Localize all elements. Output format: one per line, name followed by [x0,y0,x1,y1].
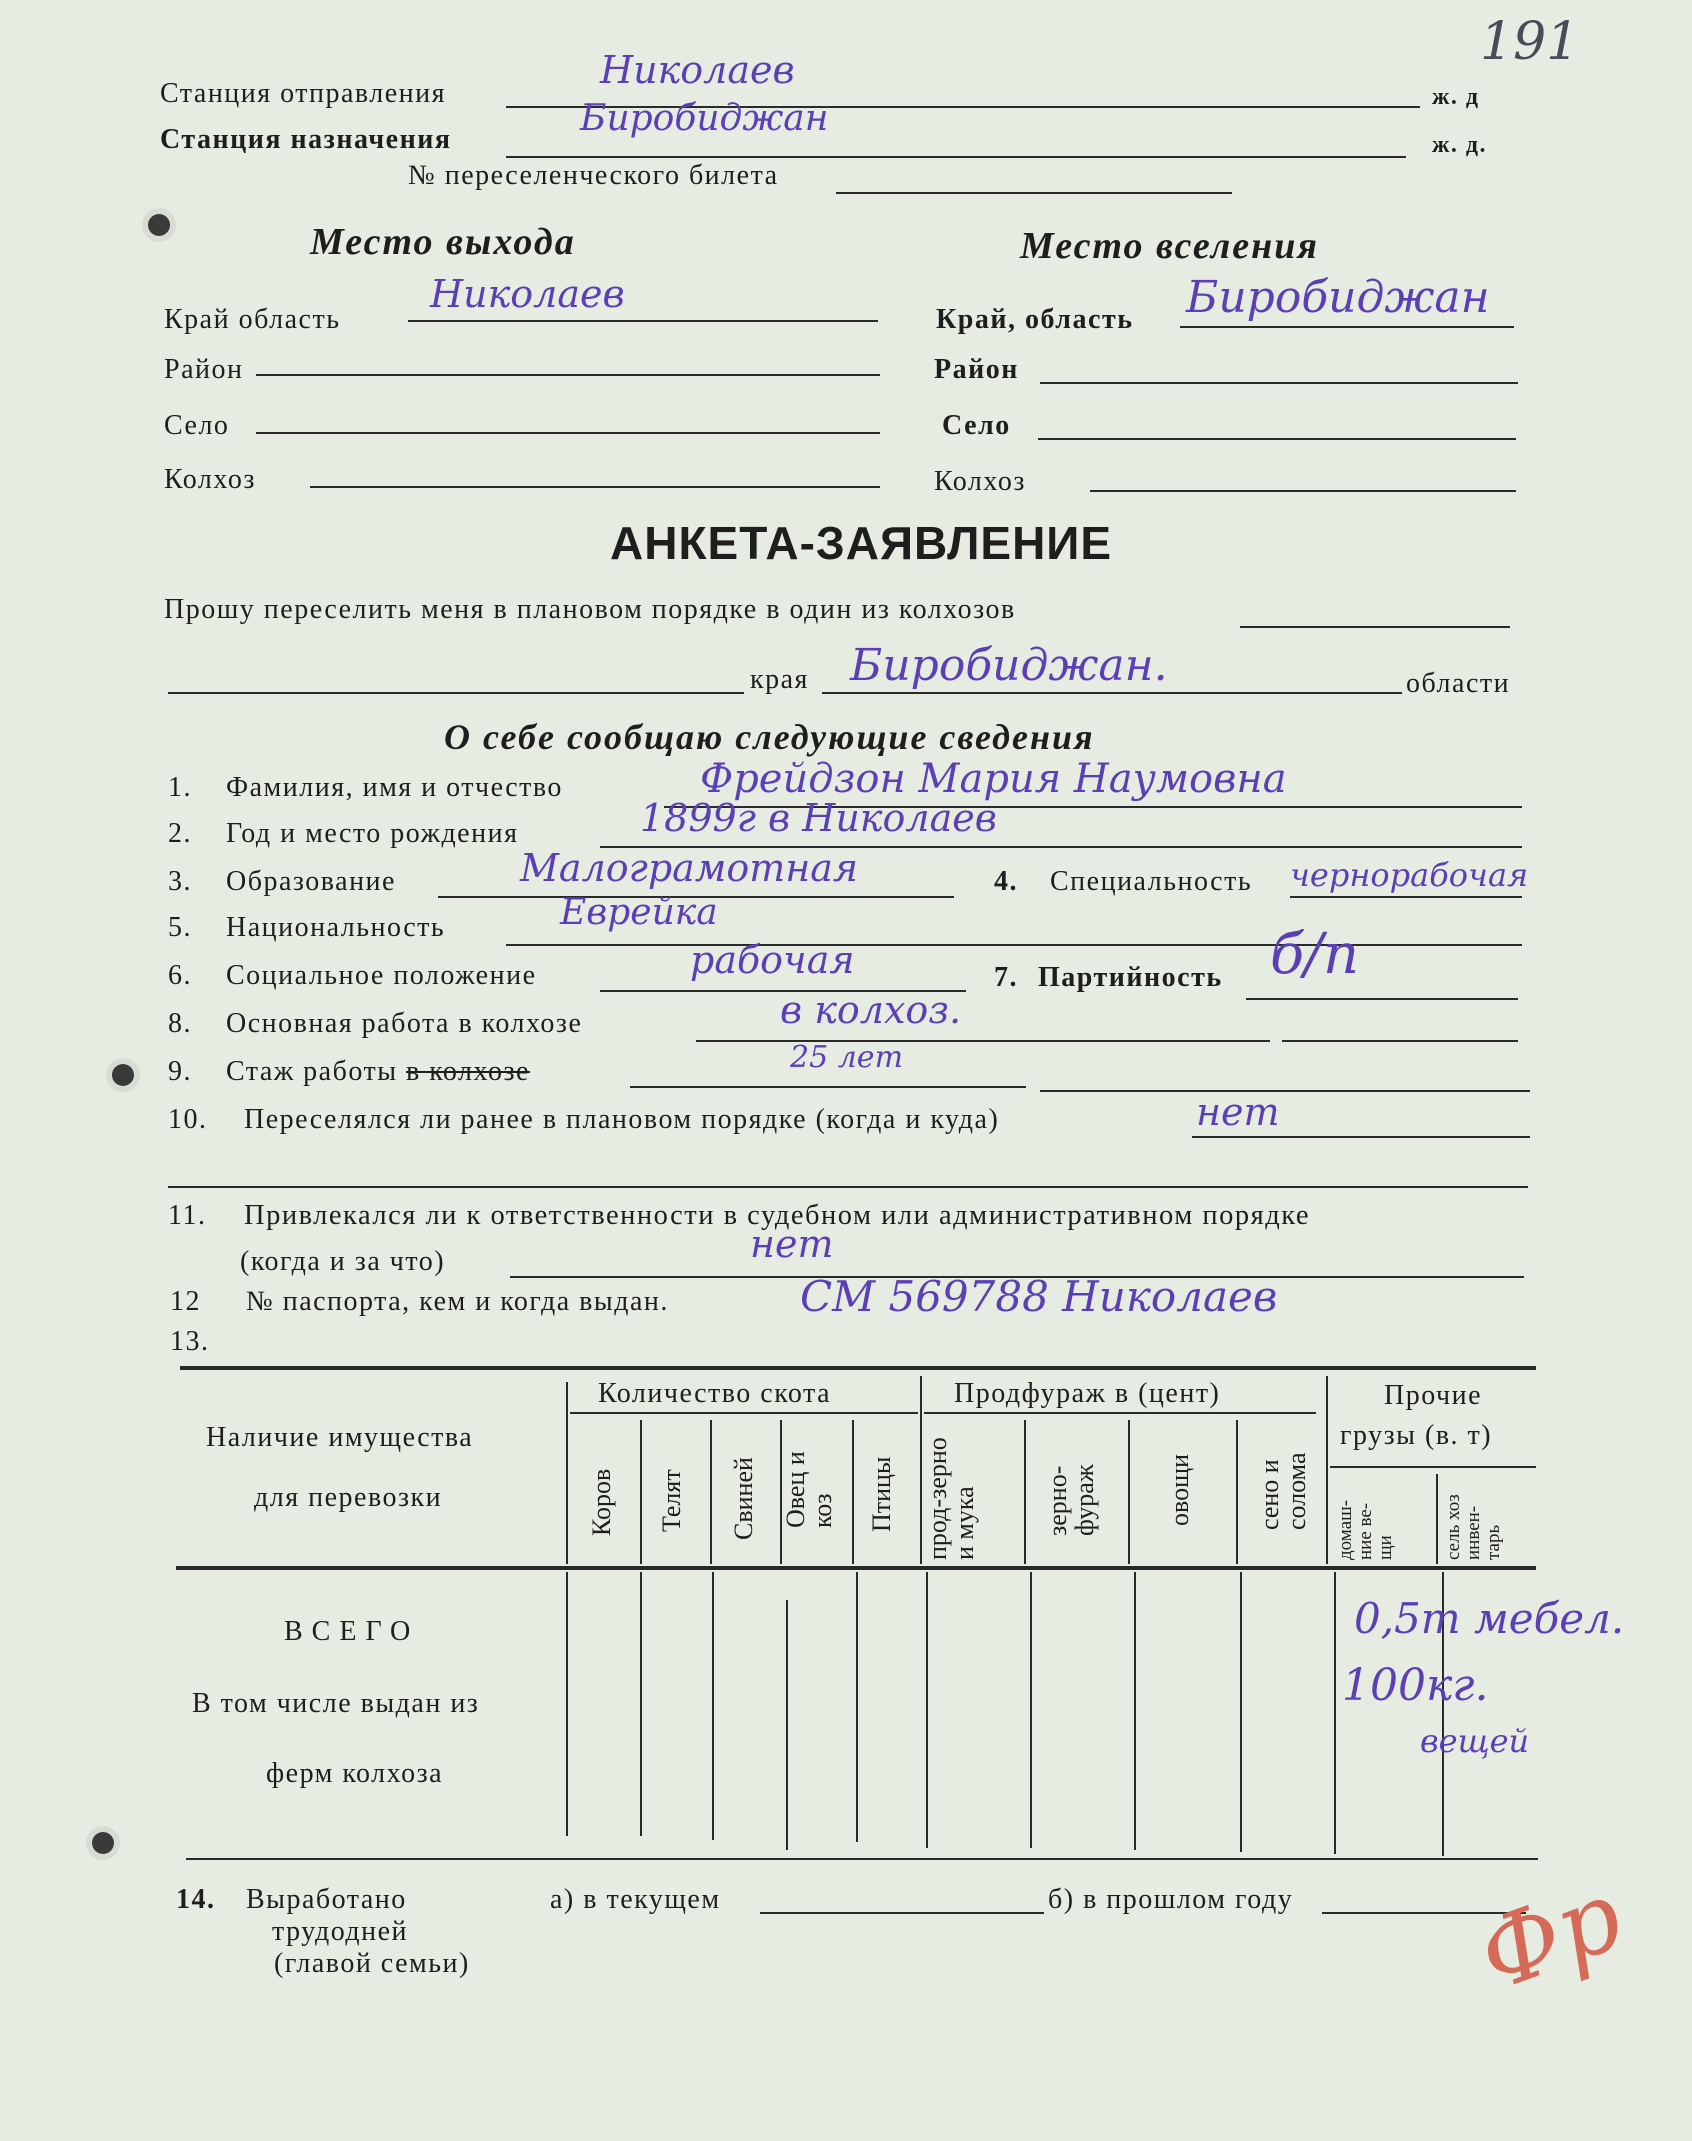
column-divider [852,1420,854,1564]
column-divider [786,1600,788,1850]
nationality-label: Национальность [226,912,446,943]
table-bottom-border [186,1858,1538,1860]
experience-label-struck: в колхозе [406,1056,530,1087]
item-number: 2. [168,818,192,849]
section-heading: О себе сообщаю следующие сведения [444,717,1095,757]
destination-line [506,156,1406,158]
request-krai-value: Биробиджан. [850,640,1168,691]
column-divider [640,1572,642,1836]
column-divider [640,1420,642,1564]
total-label: ВСЕГО [284,1616,420,1647]
workdays-current-label: а) в текущем [550,1884,721,1915]
item-number: 4. [994,866,1018,897]
birth-value: 1899г в Николаев [640,796,997,840]
column-divider [712,1572,714,1840]
settlement-village-line [1038,438,1516,440]
request-krai-label: края [750,664,809,695]
column-divider [1128,1420,1130,1564]
item-number: 13. [170,1326,210,1357]
passport-label: № паспорта, кем и когда выдан. [246,1286,669,1317]
column-divider [1334,1572,1336,1854]
education-label: Образование [226,866,396,897]
resettled-value: нет [1196,1090,1280,1134]
departure-suffix: ж. д [1432,84,1480,110]
column-divider [1134,1572,1136,1850]
item-number: 12 [170,1286,201,1317]
origin-region-value: Николаев [430,272,625,316]
specialty-value: чернорабочая [1290,856,1529,894]
main-work-line [696,1040,1270,1042]
col-vegetables: овощи [1165,1453,1194,1526]
settlement-heading: Место вселения [1020,225,1319,267]
item-number: 6. [168,960,192,991]
col-grain-flour: прод-зерно и мука [923,1437,980,1560]
request-text: Прошу переселить меня в плановом порядке в один из колхозов [164,594,1016,625]
resettled-label: Переселялся ли ранее в плановом порядке (когда и куда) [244,1104,1000,1135]
liability-label: Привлекался ли к ответственности в судебном или административном порядке [244,1200,1311,1231]
origin-village-line [256,432,880,434]
col-hay-straw: сено и солома [1255,1452,1312,1530]
incl-label: В том числе выдан из [192,1688,480,1719]
liability-label-b: (когда и за что) [240,1246,446,1277]
nationality-line [506,944,1522,946]
origin-region-label: Край область [164,304,341,335]
specialty-line [1290,896,1522,898]
origin-region-line [408,320,878,322]
departure-value: Николаев [600,48,795,92]
column-divider [1030,1572,1032,1848]
group-livestock: Количество скота [598,1378,832,1409]
col-pigs: Свиней [729,1457,758,1540]
col-poultry: Птицы [867,1456,896,1532]
workdays-label-a: Выработано [246,1884,407,1915]
request-line-2 [168,692,744,694]
ticket-label: № переселенческого билета [408,160,779,191]
col-cows: Коров [587,1468,616,1536]
column-divider [920,1376,922,1564]
departure-label: Станция отправления [160,78,447,109]
row-header-a: Наличие имущества [206,1422,474,1453]
origin-kolkhoz-line [310,486,880,488]
form-title: АНКЕТА-ЗАЯВЛЕНИЕ [610,517,1113,569]
group-underline [570,1412,918,1414]
party-value: б/п [1270,922,1360,987]
item-number: 9. [168,1056,192,1087]
column-divider [926,1572,928,1848]
full-name-value: Фрейдзон Мария Наумовна [700,756,1287,802]
column-divider [1240,1572,1242,1852]
full-name-label: Фамилия, имя и отчество [226,772,563,803]
col-grain-fodder: зерно-фураж [1043,1464,1100,1536]
nationality-value: Еврейка [560,892,718,933]
red-signature: Фр [1465,1859,1637,2013]
settlement-district-label: Район [934,354,1019,385]
destination-label: Станция назначения [160,124,452,155]
social-value: рабочая [690,938,855,982]
column-divider [710,1420,712,1564]
col-calves: Телят [657,1469,686,1532]
settlement-kolkhoz-label: Колхоз [934,466,1026,497]
destination-value: Биробиджан [580,98,829,139]
origin-district-label: Район [164,354,244,385]
specialty-label: Специальность [1050,866,1253,897]
workdays-current-line [760,1912,1044,1914]
origin-district-line [256,374,880,376]
origin-heading: Место выхода [310,221,576,263]
social-label: Социальное положение [226,960,537,991]
column-divider [1024,1420,1026,1564]
item-number: 8. [168,1008,192,1039]
col-farm-tools: сель хоз инвен-тарь [1443,1494,1504,1560]
resettled-line-2 [168,1186,1528,1188]
origin-kolkhoz-label: Колхоз [164,464,256,495]
birth-label: Год и место рождения [226,818,519,849]
table-header-border [176,1566,1536,1570]
item-number: 1. [168,772,192,803]
request-oblast-label: области [1406,668,1511,699]
punch-hole [148,214,170,236]
group-fodder: Продфураж в (цент) [954,1378,1221,1409]
column-divider [566,1382,568,1564]
item-number: 5. [168,912,192,943]
table-top-border [180,1366,1536,1370]
liability-value: нет [750,1222,834,1266]
punch-hole [112,1064,134,1086]
column-divider [856,1572,858,1842]
party-line [1246,998,1518,1000]
group-other-a: Прочие [1384,1380,1482,1411]
page-number: 191 [1480,12,1580,72]
experience-label-a: Стаж работы [226,1056,398,1087]
settlement-village-label: Село [942,410,1011,441]
settlement-district-line [1040,382,1518,384]
group-underline [1330,1466,1536,1468]
experience-value: 25 лет [790,1040,904,1075]
party-label: Партийность [1038,962,1223,993]
other-cargo-value-2: 100кг. [1342,1660,1489,1711]
main-work-label: Основная работа в колхозе [226,1008,583,1039]
experience-line-2 [1040,1090,1530,1092]
group-underline [924,1412,1316,1414]
main-work-line-2 [1282,1040,1518,1042]
row-header-b: для перевозки [254,1482,443,1513]
item-number: 11. [168,1200,207,1231]
col-sheep-goats: Овец и коз [781,1451,838,1528]
settlement-kolkhoz-line [1090,490,1516,492]
item-number: 10. [168,1104,208,1135]
item-number: 3. [168,866,192,897]
request-line [1240,626,1510,628]
column-divider [1326,1376,1328,1564]
col-household: домаш-ние ве-щи [1335,1499,1396,1560]
item-number: 14. [176,1884,216,1915]
group-other-b: грузы (в. т) [1340,1420,1493,1451]
column-divider [1236,1420,1238,1564]
passport-value: СМ 569788 Николаев [800,1272,1278,1321]
workdays-past-label: б) в прошлом году [1048,1884,1294,1915]
resettled-line [1192,1136,1530,1138]
workdays-label-c: (главой семьи) [274,1948,470,1979]
farms-label: ферм колхоза [266,1758,444,1789]
settlement-region-label: Край, область [936,304,1134,335]
ticket-line [836,192,1232,194]
education-value: Малограмотная [520,846,859,890]
settlement-region-line [1180,326,1514,328]
main-work-value: в колхоз. [780,988,962,1032]
item-number: 7. [994,962,1018,993]
destination-suffix: ж. д. [1432,132,1488,158]
column-divider [566,1572,568,1836]
workdays-label-b: трудодней [272,1916,409,1947]
other-cargo-value-3: вещей [1420,1722,1530,1760]
column-divider [1436,1474,1438,1564]
settlement-region-value: Биробиджан [1186,272,1490,323]
other-cargo-value-1: 0,5т мебел. [1354,1594,1625,1643]
experience-line [630,1086,1026,1088]
request-krai-line [822,692,1402,694]
experience-label [226,1056,530,1088]
origin-village-label: Село [164,410,230,441]
punch-hole [92,1832,114,1854]
